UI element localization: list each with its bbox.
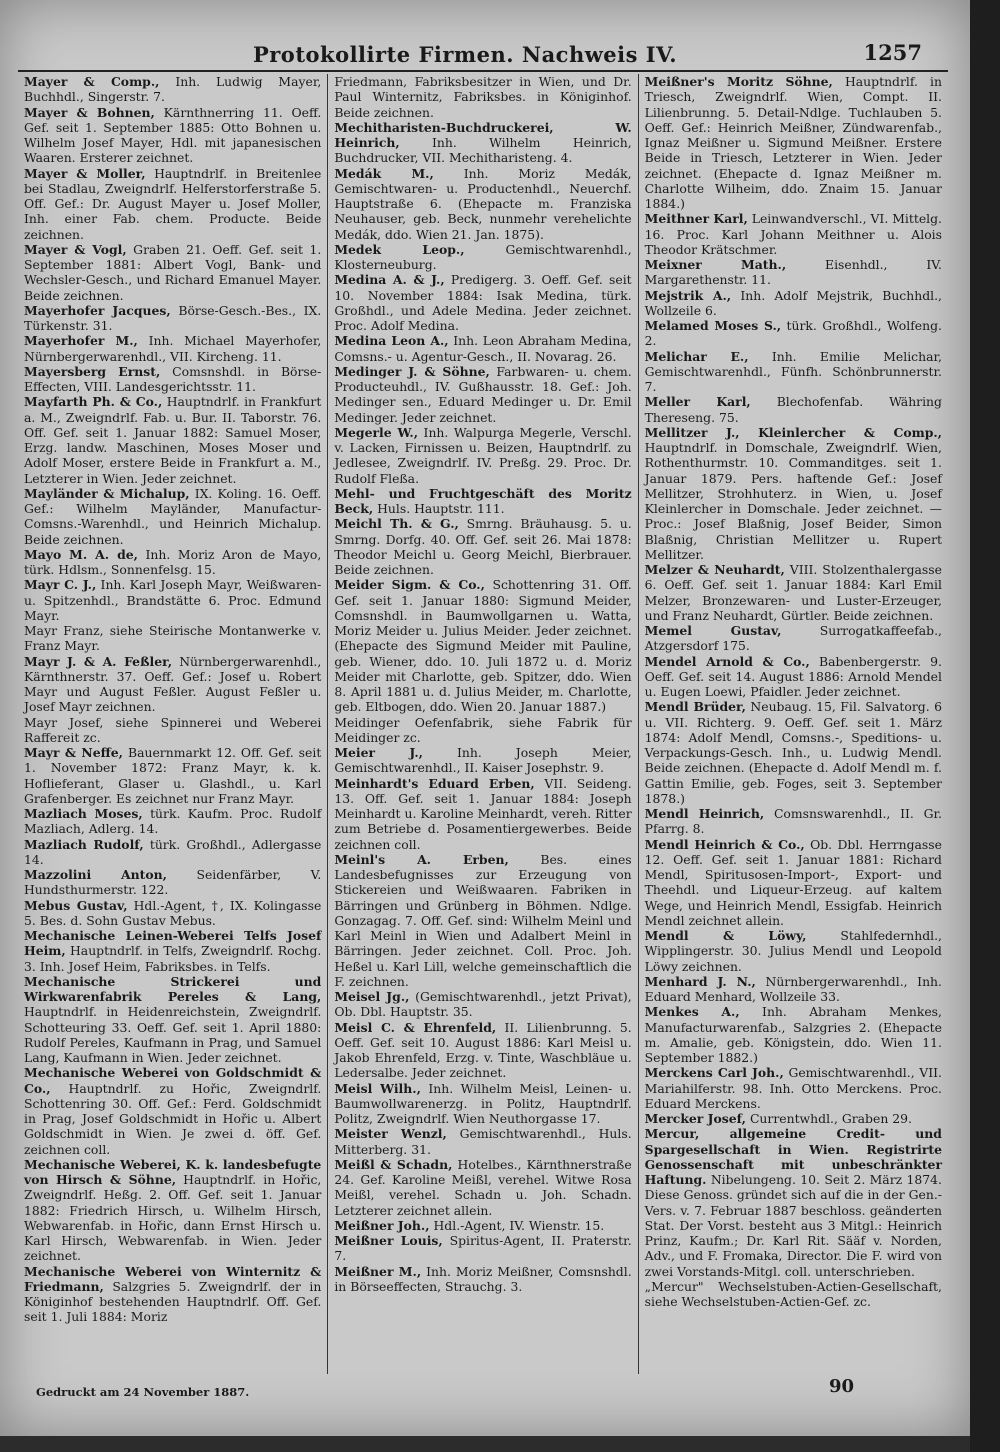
firm-name: Mejstrik A., — [644, 287, 732, 303]
firm-entry — [645, 974, 942, 1005]
firm-details: „Mercur" Wechselstuben-Actien-Gesellschaft, siehe Wechselstuben-Actien-Gef. zc. — [644, 1278, 942, 1309]
firm-details: Ob. Dbl. Herrngasse 12. Oeff. Gef. seit 1. Januar 1881: Richard Mendl, Spiritusosen-Import-, Export- und Theehdl. und Liqueur-Erzeug. auf kaltem Wege, und Heinrich Mendl, Essigfab. Heinrich Mendl zeichnet allein. — [644, 836, 942, 928]
firm-name: Mendl Heinrich & Co., — [644, 836, 805, 852]
firm-name: Meixner Math., — [644, 257, 787, 272]
firm-entry — [334, 516, 631, 577]
firm-entry — [334, 333, 631, 364]
page-number: 1257 — [863, 40, 922, 65]
firm-details: (Gemischtwarenhdl., jetzt Privat), Ob. Dbl. Hauptstr. 35. — [334, 989, 632, 1020]
firm-details: Hauptndrlf. in Triesch, Zweigndrlf. Wien, Compt. II. Lilienbrunng. 5. Detail-Ndlge. Tuchlauben 5. Oeff. Gef.: Heinrich Meißner, Zündwarenfab., Ignaz Meißner u. Sigmund Meißner. Erstere Beide in Triesch, Letzterer in Wien. Jeder zeichnet. (Ehepacte d. Ignaz Meißner m. Charlotte Wilheim, ddo. Znaim 15. Januar 1884.) — [644, 74, 942, 211]
firm-entry — [645, 623, 942, 654]
firm-name: Mazliach Rudolf, — [24, 836, 144, 852]
firm-name: Mayer & Moller, — [24, 165, 146, 181]
firm-name: Mendel Arnold & Co., — [644, 653, 810, 669]
firm-name: Meißner M., — [334, 1263, 422, 1279]
firm-name: Mayländer & Michalup, — [24, 485, 190, 501]
firm-name: Mendl & Löwy, — [644, 928, 807, 943]
firm-details: Nürnbergerwarenhdl., Inh. Eduard Menhard, Wollzeile 33. — [644, 973, 942, 1004]
firm-entry — [645, 928, 942, 974]
firm-entry — [24, 654, 321, 715]
firm-entry — [24, 394, 321, 486]
firm-name: Meisel Jg., — [334, 989, 410, 1004]
firm-details: türk. Kaufm. Proc. Rudolf Mazliach, Adlerg. 14. — [24, 806, 322, 837]
columns-container — [18, 74, 948, 1374]
firm-details: Huls. Hauptstr. 111. — [377, 501, 505, 516]
firm-entry — [334, 486, 631, 517]
firm-name: Medina Leon A., — [334, 333, 449, 349]
firm-entry — [24, 974, 321, 1066]
firm-entry — [24, 1157, 321, 1264]
firm-entry — [334, 1126, 631, 1157]
firm-name: Melzer & Neuhardt, — [644, 562, 785, 577]
firm-entry — [334, 166, 631, 242]
firm-details: Surrogatkaffeefab., Atzgersdorf 175. — [644, 623, 942, 654]
firm-entry — [24, 242, 321, 303]
firm-name: Meier J., — [334, 745, 423, 760]
firm-details: Eisenhdl., IV. Margarethenstr. 11. — [644, 257, 942, 288]
firm-entry — [334, 852, 631, 989]
firm-details: Kärnthnerring 11. Oeff. Gef. seit 1. September 1885: Otto Bohnen u. Wilhelm Josef Mayer, Hdl. mit japanesischen Waaren. Ersterer zeichnet. — [24, 104, 322, 166]
firm-name: Menkes A., — [644, 1004, 740, 1020]
firm-details: Predigerg. 3. Oeff. Gef. seit 10. November 1884: Isak Medina, türk. Großhdl., und Adele Medina. Jeder zeichnet. Proc. Adolf Medina. — [334, 272, 632, 333]
firm-name: Mayersberg Ernst, — [24, 363, 161, 379]
firm-entry — [645, 288, 942, 319]
firm-entry — [24, 928, 321, 974]
firm-entry — [334, 1020, 631, 1081]
firm-details: Spiritus-Agent, II. Praterstr. 7. — [334, 1233, 632, 1264]
firm-entry — [24, 715, 321, 746]
firm-entry — [334, 1233, 631, 1264]
firm-entry — [334, 989, 631, 1020]
firm-details: Leinwandverschl., VI. Mittelg. 16. Proc. Karl Johann Meithner u. Alois Theodor Krätschmer. — [644, 211, 942, 257]
firm-details: Bes. eines Landesbefugnisses zur Erzeugung von Stickereien und Weißwaaren. Fabriken in Bärringen und Grünberg in Böhmen. Ndlge. Gonzagag. 7. Off. Gef. sind: Wilhelm Meinl und Karl Meinl in Wien und Adalbert Meinl in Bärringen. Jeder zeichnet. Coll. Proc. Joh. Heßel u. Karl Lill, welche gemeinschaftlich die F. zeichnen. — [334, 851, 632, 989]
firm-entry — [334, 577, 631, 714]
firm-name: Meißner Joh., — [334, 1217, 430, 1233]
firm-entry — [334, 364, 631, 425]
firm-name: Meider Sigm. & Co., — [334, 577, 485, 593]
firm-entry — [334, 425, 631, 486]
firm-name: Medek Leop., — [334, 241, 465, 257]
firm-details: türk. Großhdl., Wolfeng. 2. — [644, 318, 942, 349]
firm-entry — [645, 1111, 942, 1126]
firm-details: Inh. Joseph Meier, Gemischtwarenhdl., II. Kaiser Josephstr. 9. — [334, 745, 632, 776]
firm-details: Inh. Karl Joseph Mayr, Weißwaren- u. Spitzenhdl., Brandstätte 6. Proc. Edmund Mayr. — [24, 577, 322, 623]
firm-entry — [24, 1264, 321, 1325]
firm-name: Mendl Heinrich, — [644, 806, 765, 821]
firm-details: Hotelbes., Kärnthnerstraße 24. Gef. Karoline Meißl, verehel. Witwe Rosa Meißl, verehel. Schadn u. Joh. Schadn. Letzterer zeichnet allein. — [334, 1156, 632, 1218]
firm-name: Mechanische Weberei von Winternitz & Friedmann, — [24, 1263, 322, 1294]
firm-details: Hauptndrlf. in Domschale, Zweigndrlf. Wien, Rothenthurmstr. 10. Commanditges. seit 1. Januar 1879. Pers. haftende Gef.: Josef Mellitzer, Strohhuterz. in Wien, u. Josef Kleinlercher in Domschale. Jeder zeichnet. — Proc.: Josef Blaßnig, Josef Beider, Simon Blaßnig, Christian Mellitzer u. Rupert Mellitzer. — [644, 440, 942, 562]
firm-name: Mayerhofer M., — [24, 333, 138, 349]
firm-entry — [24, 623, 321, 654]
firm-name: Menhard J. N., — [644, 973, 756, 989]
firm-details: Hauptndrlf. in Breitenlee bei Stadlau, Zweigndrlf. Helferstorferstraße 5. Off. Gef.: Dr. August Mayer u. Josef Moller, Inh. einer Fab. chem. Producte. Beide zeichnen. — [24, 165, 322, 242]
signature-mark: 90 — [828, 1376, 854, 1397]
firm-details: VIII. Stolzenthalergasse 6. Oeff. Gef. seit 1. Januar 1884: Karl Emil Melzer, Bronzewaren- und Luster-Erzeuger, und Franz Neuhardt, Gürtler. Beide zeichnen. — [644, 562, 942, 623]
firm-entry — [645, 318, 942, 349]
firm-details: Friedmann, Fabriksbesitzer in Wien, und Dr. Paul Winternitz, Fabriksbes. in Königinhof. Beide zeichnen. — [334, 74, 632, 120]
firm-name: Meithner Karl, — [644, 211, 748, 227]
column-left — [18, 74, 327, 1374]
firm-details: Hauptndrlf. in Frankfurt a. M., Zweigndrlf. Fab. u. Bur. II. Taborstr. 76. Off. Gef. seit 1. Januar 1882: Samuel Moser, Erzg. landw. Maschinen, Moses Moser und Adolf Moser, erstere Beide in Frankfurt a. M., Letzterer in Wien. Jeder zeichnet. — [24, 394, 322, 486]
firm-entry — [645, 349, 942, 395]
page-edge-shadow — [970, 0, 1000, 1452]
firm-name: Mayerhofer Jacques, — [24, 302, 171, 318]
firm-entry — [645, 1004, 942, 1065]
firm-entry — [24, 806, 321, 837]
firm-details: Hdl.-Agent, IV. Wienstr. 15. — [433, 1217, 605, 1233]
firm-name: Mazzolini Anton, — [24, 867, 167, 882]
firm-name: Mechitharisten-Buchdruckerei, W. Heinrich, — [334, 119, 632, 150]
firm-details: Nürnbergerwarenhdl., Kärnthnerstr. 37. Oeff. Gef.: Josef u. Robert Mayr und August Feßler. August Feßler u. Josef Mayr zeichnen. — [24, 653, 322, 715]
firm-details: Inh. Emilie Melichar, Gemischtwarenhdl., Fünfh. Schönbrunnerstr. 7. — [644, 348, 942, 394]
firm-name: Mechanische Strickerei und Wirkwarenfabrik Pereles & Lang, — [24, 973, 322, 1004]
firm-entry — [645, 837, 942, 929]
firm-entry — [334, 272, 631, 333]
firm-name: Mehl- und Fruchtgeschäft des Moritz Beck, — [334, 485, 632, 516]
firm-name: Mayer & Bohnen, — [24, 104, 155, 120]
firm-entry — [24, 364, 321, 395]
firm-name: Mercur, allgemeine Credit- und Spargesellschaft in Wien. Registrirte Genossenschaft mit unbeschränkter Haftung. — [644, 1126, 942, 1187]
firm-entry — [334, 776, 631, 852]
firm-name: Meisl C. & Ehrenfeld, — [334, 1019, 497, 1035]
firm-details: Smrng. Bräuhausg. 5. u. Smrng. Dorfg. 40. Off. Gef. seit 26. Mai 1878: Theodor Meichl u. Georg Meichl, Bierbrauer. Beide zeichnen. — [334, 516, 632, 577]
firm-entry — [24, 486, 321, 547]
firm-details: Comsnswarenhdl., II. Gr. Pfarrg. 8. — [644, 806, 942, 837]
firm-details: Meidinger Oefenfabrik, siehe Fabrik für Meidinger zc. — [334, 714, 632, 745]
firm-name: Meller Karl, — [644, 394, 751, 410]
firm-entry — [645, 257, 942, 288]
firm-name: Meinhardt's Eduard Erben, — [334, 775, 535, 791]
firm-name: Mazliach Moses, — [24, 806, 143, 821]
firm-details: Inh. Wilhelm Heinrich, Buchdrucker, VII. Mechitharisteng. 4. — [334, 135, 632, 166]
firm-name: Mayr C. J., — [24, 577, 97, 593]
firm-entry — [334, 74, 631, 120]
firm-entry — [24, 303, 321, 334]
column-right — [638, 74, 948, 1374]
firm-name: Melamed Moses S., — [644, 318, 782, 333]
firm-details: Salzgries 5. Zweigndrlf. der in Königinhof bestehenden Hauptndrlf. Off. Gef. seit 1. Juli 1884: Moriz — [24, 1278, 322, 1325]
firm-entry — [334, 1264, 631, 1295]
firm-entry — [24, 166, 321, 242]
firm-entry — [24, 898, 321, 929]
firm-name: Mechanische Weberei von Goldschmidt & Co., — [24, 1065, 322, 1096]
firm-details: Nibelungeng. 10. Seit 2. März 1874. Diese Genoss. gründet sich auf die in der Gen.-Vers. v. 7. Februar 1887 beschloss. geänderten Stat. Der Vorst. besteht aus 3 Mitgl.: Heinrich Prinz, Kaufm.; Dr. Karl Rit. Sääf v. Norden, Adv., und F. Fromaka, Director. Die F. wird von zwei Vorstands-Mitgl. coll. unterschrieben. — [644, 1172, 942, 1279]
firm-entry — [334, 745, 631, 776]
column-middle — [327, 74, 637, 1374]
firm-details: II. Lilienbrunng. 5. Oeff. Gef. seit 10. August 1886: Karl Meisl u. Jakob Ehrenfeld, Erzg. v. Tinte, Waschbläue u. Ledersalbe. Jeder zeichnet. — [334, 1019, 632, 1081]
firm-details: Hdl.-Agent, †, IX. Kolingasse 5. Bes. d. Sohn Gustav Mebus. — [24, 897, 322, 928]
firm-entry — [334, 1157, 631, 1218]
print-date: Gedruckt am 24 November 1887. — [36, 1385, 250, 1399]
firm-entry — [334, 1218, 631, 1233]
firm-entry — [334, 715, 631, 746]
firm-name: Mayo M. A. de, — [24, 546, 138, 562]
firm-entry — [24, 745, 321, 806]
firm-name: Medinger J. & Söhne, — [334, 363, 490, 379]
firm-details: Neubaug. 15, Fil. Salvatorg. 6 u. VII. Richterg. 9. Oeff. Gef. seit 1. März 1874: Adolf Mendl, Comsns.-, Speditions- u. Verpackungs-Gesch. Inh., u. Ludwig Mendl. Beide zeichnen. (Ehepacte d. Adolf Mendl m. f. Gattin Emilie, geb. Foges, seit 3. September 1878.) — [644, 699, 942, 806]
page-title: Protokollirte Firmen. Nachweis IV. — [252, 42, 678, 67]
firm-name: Meißner's Moritz Söhne, — [644, 74, 833, 89]
firm-details: Blechofenfab. Währing Thereseng. 75. — [644, 394, 942, 425]
firm-details: Inh. Walpurga Megerle, Verschl. v. Lacken, Firnissen u. Beizen, Hauptndrlf. zu Jedlesee, Zweigndrlf. IV. Preßg. 29. Proc. Dr. Rudolf Fleßa. — [334, 424, 632, 486]
firm-entry — [334, 120, 631, 166]
firm-entry — [24, 1065, 321, 1157]
firm-name: Mayer & Comp., — [24, 74, 160, 89]
firm-name: Memel Gustav, — [644, 623, 782, 638]
firm-details: Inh. Ludwig Mayer, Buchhdl., Singerstr. 7. — [24, 74, 322, 105]
firm-name: Meinl's A. Erben, — [334, 851, 509, 867]
firm-details: Inh. Michael Mayerhofer, Nürnbergerwarenhdl., VII. Kircheng. 11. — [24, 333, 322, 364]
firm-details: Graben 21. Oeff. Gef. seit 1. September 1881: Albert Vogl, Bank- und Wechsler-Gesch., und Richard Emanuel Mayer. Beide zeichnen. — [24, 241, 322, 303]
firm-entry — [334, 242, 631, 273]
firm-details: Hauptndrlf. zu Hořic, Zweigndrlf. Schottenring 30. Off. Gef.: Ferd. Goldschmidt in Prag, Josef Goldschmidt in Hořic u. Albert Goldschmidt in Wien. Je zwei d. öff. Gef. zeichnen coll. — [24, 1080, 322, 1157]
firm-details: Mayr Josef, siehe Spinnerei und Weberei Raffereit zc. — [24, 714, 322, 745]
firm-name: Mayr J. & A. Feßler, — [24, 653, 173, 669]
firm-entry — [24, 837, 321, 868]
firm-entry — [645, 211, 942, 257]
firm-entry — [645, 1279, 942, 1310]
firm-entry — [24, 74, 321, 105]
header-rule — [18, 70, 948, 72]
firm-name: Medák M., — [334, 165, 434, 181]
firm-name: Meichl Th. & G., — [334, 516, 459, 532]
firm-details: Mayr Franz, siehe Steirische Montanwerke v. Franz Mayr. — [24, 623, 322, 654]
firm-details: Börse-Gesch.-Bes., IX. Türkenstr. 31. — [24, 302, 322, 333]
firm-details: Hauptndrlf. in Telfs, Zweigndrlf. Rochg. 3. Inh. Josef Heim, Fabriksbes. in Telfs. — [24, 943, 322, 974]
firm-entry — [645, 1065, 942, 1111]
firm-entry — [24, 867, 321, 898]
firm-name: Mebus Gustav, — [24, 897, 128, 913]
firm-name: Melichar E., — [644, 348, 749, 364]
firm-name: Mechanische Leinen-Weberei Telfs Josef Heim, — [24, 928, 322, 959]
firm-details: Inh. Leon Abraham Medina, Comsns.- u. Agentur-Gesch., II. Novarag. 26. — [334, 333, 632, 364]
firm-name: Medina A. & J., — [334, 272, 445, 288]
firm-details: Inh. Adolf Mejstrik, Buchhdl., Wollzeile 6. — [644, 287, 942, 318]
firm-name: Meißl & Schadn, — [334, 1156, 453, 1172]
firm-details: Comsnshdl. in Börse-Effecten, VIII. Landesgerichtsstr. 11. — [24, 363, 322, 394]
firm-name: Megerle W., — [334, 424, 419, 440]
firm-entry — [645, 806, 942, 837]
firm-details: Schottenring 31. Off. Gef. seit 1. Januar 1880: Sigmund Meider, Comsnshdl. in Baumwollgarnen u. Watta, Moriz Meider u. Julius Meider. Jeder zeichnet. (Ehepacte des Sigmund Meider mit Pauline, geb. Wiener, ddo. 10. Juli 1872 u. d. Moriz Meider mit Charlotte, geb. Spitzer, ddo. Wien 8. April 1881 u. d. Julius Meider, m. Charlotte, geb. Eltbogen, ddo. Wien 20. Januar 1887.) — [334, 577, 632, 715]
firm-entry — [645, 1126, 942, 1279]
firm-details: Babenbergerstr. 9. Oeff. Gef. seit 14. August 1886: Arnold Mendel u. Eugen Loewi, Pfaidler. Jeder zeichnet. — [644, 653, 942, 699]
firm-name: Meisl Wilh., — [334, 1080, 421, 1096]
firm-details: Gemischtwarenhdl., Huls. Mitterberg. 31. — [334, 1126, 632, 1157]
firm-name: Mayr & Neffe, — [24, 745, 123, 760]
firm-details: Hauptndrlf. in Hořic, Zweigndrlf. Heßg. 2. Off. Gef. seit 1. Januar 1882: Friedrich Hirsch, u. Wilhelm Hirsch, Webwarenfab. in Hořic, dann Ernst Hirsch u. Karl Hirsch, Webwarenfab. in Wien. Jeder zeichnet. — [24, 1172, 322, 1264]
firm-name: Mayer & Vogl, — [24, 241, 127, 257]
firm-entry — [24, 333, 321, 364]
firm-details: türk. Großhdl., Adlergasse 14. — [24, 836, 322, 867]
firm-name: Merckens Carl Joh., — [644, 1065, 784, 1081]
firm-details: Currentwhdl., Graben 29. — [749, 1111, 912, 1126]
firm-details: Gemischtwarenhdl., Klosterneuburg. — [334, 241, 632, 272]
firm-name: Mercker Josef, — [644, 1111, 746, 1126]
firm-entry — [645, 654, 942, 700]
firm-details: Inh. Abraham Menkes, Manufacturwarenfab., Salzgries 2. (Ehepacte m. Amalie, geb. Königstein, ddo. Wien 11. September 1882.) — [644, 1004, 942, 1065]
firm-entry — [645, 562, 942, 623]
firm-entry — [24, 105, 321, 166]
firm-details: VII. Seideng. 13. Off. Gef. seit 1. Januar 1884: Joseph Meinhardt u. Karoline Meinhardt, vereh. Ritter zum Betriebe d. Posamentiergewerbes. Beide zeichnen coll. — [334, 775, 632, 852]
firm-details: Stahlfedernhdl., Wipplingerstr. 30. Julius Mendl und Leopold Löwy zeichnen. — [644, 928, 942, 974]
firm-name: Mellitzer J., Kleinlercher & Comp., — [644, 424, 942, 440]
firm-entry — [24, 547, 321, 578]
firm-name: Mendl Brüder, — [644, 699, 746, 715]
firm-name: Mechanische Weberei, K. k. landesbefugte von Hirsch & Söhne, — [24, 1156, 322, 1187]
firm-name: Mayfarth Ph. & Co., — [24, 394, 163, 410]
firm-details: Inh. Moriz Aron de Mayo, türk. Hdlsm., Sonnenfelsg. 15. — [24, 546, 322, 577]
firm-details: Gemischtwarenhdl., VII. Mariahilferstr. 98. Inh. Otto Merckens. Proc. Eduard Merckens. — [644, 1065, 942, 1111]
firm-entry — [334, 1081, 631, 1127]
firm-details: Seidenfärber, V. Hundsthurmerstr. 122. — [24, 867, 322, 898]
firm-entry — [645, 699, 942, 806]
firm-entry — [645, 74, 942, 211]
firm-details: Farbwaren- u. chem. Producteuhdl., IV. Gußhausstr. 18. Gef.: Joh. Medinger sen., Eduard Medinger u. Dr. Emil Medinger. Jeder zeichnet. — [334, 363, 632, 425]
firm-name: Meißner Louis, — [334, 1233, 443, 1248]
firm-details: Inh. Moriz Meißner, Comsnshdl. in Börseeffecten, Strauchg. 3. — [334, 1263, 632, 1294]
firm-details: Inh. Wilhelm Meisl, Leinen- u. Baumwollwarenerzg. in Politz, Hauptndrlf. Politz, Zweigndrlf. Wien Neuthorgasse 17. — [334, 1080, 632, 1126]
firm-details: Bauernmarkt 12. Off. Gef. seit 1. November 1872: Franz Mayr, k. k. Hoflieferant, Glaser u. Glashdl., u. Karl Grafenberger. Es zeichnet nur Franz Mayr. — [24, 745, 322, 806]
firm-details: Hauptndrlf. in Heidenreichstein, Zweigndrlf. Schotteuring 33. Oeff. Gef. seit 1. April 1880: Rudolf Pereles, Kaufmann in Prag, und Samuel Lang, Kaufmann in Wien. Jeder zeichnet. — [24, 1004, 322, 1065]
firm-entry — [645, 425, 942, 562]
firm-details: Inh. Moriz Medák, Gemischtwaren- u. Productenhdl., Neuerchf. Hauptstraße 6. (Ehepacte m. Franziska Neuhauser, geb. Beck, nunmehr verehelichte Medák, ddo. Wien 21. Jan. 1875). — [334, 165, 632, 242]
firm-name: Meister Wenzl, — [334, 1126, 447, 1142]
firm-entry — [645, 394, 942, 425]
firm-entry — [24, 577, 321, 623]
firm-details: IX. Koling. 16. Oeff. Gef.: Wilhelm Mayländer, Manufactur-Comsns.-Warenhdl., und Heinrich Michalup. Beide zeichnen. — [24, 485, 322, 547]
